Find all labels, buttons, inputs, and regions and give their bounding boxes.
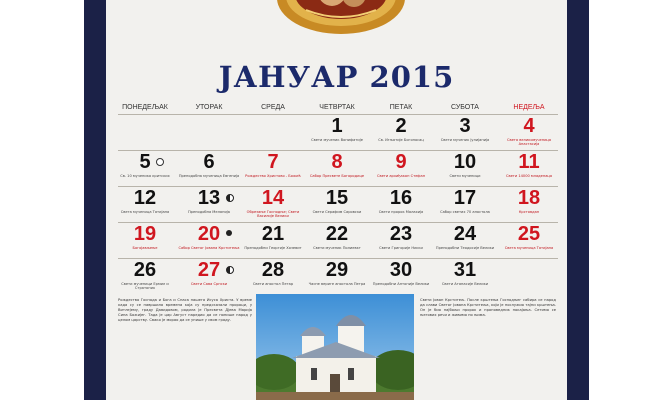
saint-feast-note: Преподобни Теодосије Велики bbox=[435, 246, 495, 250]
weekday-header: ПЕТАК bbox=[389, 104, 413, 111]
day-number: 7 bbox=[267, 151, 279, 173]
saint-feast-note: Богојављење bbox=[132, 246, 158, 250]
saint-feast-note: Св. Игњатије Богоносац bbox=[378, 138, 424, 142]
saint-feast-note: Преподобни Антоније Велики bbox=[372, 282, 430, 286]
weekday-header: ЧЕТВРТАК bbox=[319, 104, 355, 111]
day-number: 5 bbox=[139, 151, 151, 173]
saint-feast-note: Света мученица Татијана bbox=[120, 210, 170, 214]
saint-feast-note: Свети архиђакон Стефан bbox=[376, 174, 426, 178]
right-frame-border bbox=[567, 0, 589, 400]
saint-feast-note: Свети мученици Ермил и Стратоник bbox=[121, 282, 169, 291]
day-cell bbox=[112, 224, 178, 260]
day-number: 18 bbox=[517, 187, 541, 209]
calendar-sheet bbox=[106, 0, 567, 400]
moon-phase-icon bbox=[156, 158, 164, 166]
saint-feast-note: Света великомученица Анастасија bbox=[506, 138, 552, 147]
saint-feast-note: Часне вериге апостола Петра bbox=[308, 282, 366, 286]
day-number: 23 bbox=[389, 223, 413, 245]
saint-feast-note: Свети мученици bbox=[449, 174, 481, 178]
day-number: 9 bbox=[395, 151, 407, 173]
day-number: 19 bbox=[133, 223, 157, 245]
day-cell bbox=[240, 260, 306, 296]
day-cell bbox=[240, 152, 306, 188]
saint-feast-note: Преподобна мученица Евгенија bbox=[178, 174, 240, 178]
day-cell bbox=[304, 152, 370, 188]
moon-phase-icon bbox=[226, 266, 234, 274]
day-number: 10 bbox=[453, 151, 477, 173]
day-cell bbox=[496, 224, 562, 260]
day-number: 11 bbox=[518, 151, 540, 173]
day-number: 1 bbox=[331, 115, 343, 137]
day-cell bbox=[368, 224, 434, 260]
day-cell bbox=[304, 116, 370, 152]
weekday-header: ПОНЕДЕЉАК bbox=[122, 104, 168, 111]
day-number: 24 bbox=[453, 223, 477, 245]
weekday-header: НЕДЕЉА bbox=[513, 104, 545, 111]
saint-feast-note: Сабор Светог Јована Крститеља bbox=[178, 246, 240, 250]
day-number: 3 bbox=[459, 115, 471, 137]
saint-feast-note: Света мученица Татијана bbox=[504, 246, 554, 250]
saint-feast-note: Свети Сава Српски bbox=[190, 282, 228, 286]
saint-feast-note: Крстовдан bbox=[518, 210, 540, 214]
moon-phase-icon bbox=[226, 194, 234, 202]
day-cell bbox=[176, 260, 242, 296]
monastery-photo bbox=[256, 294, 414, 400]
day-cell bbox=[496, 188, 562, 224]
day-cell bbox=[112, 260, 178, 296]
month-title: ЈАНУАР 2015 bbox=[218, 60, 455, 94]
day-number: 2 bbox=[395, 115, 407, 137]
weekday-header: СУБОТА bbox=[451, 104, 479, 111]
moon-phase-icon bbox=[226, 230, 232, 236]
day-number: 22 bbox=[325, 223, 349, 245]
day-number: 29 bbox=[325, 259, 349, 281]
day-cell bbox=[304, 188, 370, 224]
day-number: 21 bbox=[261, 223, 285, 245]
saint-feast-note: Свети Григорије Ниски bbox=[379, 246, 423, 250]
day-number: 30 bbox=[389, 259, 413, 281]
day-number: 17 bbox=[453, 187, 477, 209]
icon-medallion-image bbox=[266, 0, 416, 38]
day-cell bbox=[240, 188, 306, 224]
day-number: 13 bbox=[197, 187, 221, 209]
saint-feast-note: Сабор светих 70 апостола bbox=[440, 210, 490, 214]
day-number: 25 bbox=[517, 223, 541, 245]
saint-feast-note: Преподобна Меланија bbox=[187, 210, 231, 214]
weekday-header: УТОРАК bbox=[195, 104, 223, 111]
day-cell bbox=[240, 224, 306, 260]
day-cell bbox=[432, 152, 498, 188]
saint-feast-note: Свети пророк Малахија bbox=[378, 210, 424, 214]
day-number: 16 bbox=[389, 187, 413, 209]
saint-feast-note: Свети апостол Петар bbox=[252, 282, 294, 286]
left-frame-border bbox=[84, 0, 106, 400]
saint-feast-note: Сабор Пресвете Богородице bbox=[309, 174, 365, 178]
day-number: 8 bbox=[331, 151, 343, 173]
day-number: 31 bbox=[453, 259, 477, 281]
day-number: 28 bbox=[261, 259, 285, 281]
day-cell bbox=[176, 188, 242, 224]
saint-feast-note: Рождество Христово - Божић bbox=[245, 174, 301, 178]
day-cell bbox=[176, 224, 242, 260]
day-cell bbox=[304, 224, 370, 260]
saint-feast-note: Обрезање Господње; Свети Василије Велики bbox=[246, 210, 300, 219]
day-number: 26 bbox=[133, 259, 157, 281]
day-number: 12 bbox=[133, 187, 157, 209]
day-cell bbox=[432, 188, 498, 224]
saint-feast-note: Св. 10 мученика критских bbox=[120, 174, 170, 178]
saint-feast-note: Свети мученик Јулијанија bbox=[440, 138, 490, 142]
day-number: 14 bbox=[261, 187, 285, 209]
day-number: 4 bbox=[523, 115, 535, 137]
day-cell bbox=[368, 260, 434, 296]
weekday-header: СРЕДА bbox=[261, 104, 285, 111]
article-text-left: Рождество Господа и Бога и Спаса нашега Исуса Христа. У време када су се навршила времена која су предсказали пророци, у Витлејему, граду Давидовом, родила је Пресвета Дјева Марија Сина Божијег. Тада је цар Август наредио да се попише народ у целом царству. Свако је морао да се упише у свом граду. bbox=[118, 298, 252, 322]
saint-feast-note: Свети мученик Полиевкт bbox=[313, 246, 361, 250]
day-cell bbox=[496, 152, 562, 188]
day-cell bbox=[432, 224, 498, 260]
day-cell bbox=[112, 152, 178, 188]
saint-feast-note: Свети мученик Вонифатије bbox=[311, 138, 363, 142]
day-cell bbox=[368, 152, 434, 188]
day-cell bbox=[304, 260, 370, 296]
saint-feast-note: Свети Серафим Саровски bbox=[312, 210, 362, 214]
article-text-right: Свети Јован Крститељ. После крштења Господњег сабира се народ да слави Светог Јована Крститеља, који је послужио тајни крштења. Он је био најбољи пророк и проповедник покајања. Сетимо се његових речи и живимо по њима. bbox=[420, 298, 556, 317]
day-number: 20 bbox=[197, 223, 221, 245]
day-cell bbox=[112, 188, 178, 224]
day-cell bbox=[432, 116, 498, 152]
day-cell bbox=[496, 116, 562, 152]
saint-feast-note: Свети Атанасије Велики bbox=[441, 282, 489, 286]
saint-feast-note: Преподобни Георгије Хозевит bbox=[244, 246, 302, 250]
day-cell bbox=[368, 188, 434, 224]
day-number: 27 bbox=[197, 259, 221, 281]
day-number: 15 bbox=[325, 187, 349, 209]
saint-feast-note: Свети 14000 младенаца bbox=[505, 174, 553, 178]
day-cell bbox=[176, 152, 242, 188]
day-cell bbox=[432, 260, 498, 296]
day-number: 6 bbox=[203, 151, 215, 173]
day-cell bbox=[368, 116, 434, 152]
